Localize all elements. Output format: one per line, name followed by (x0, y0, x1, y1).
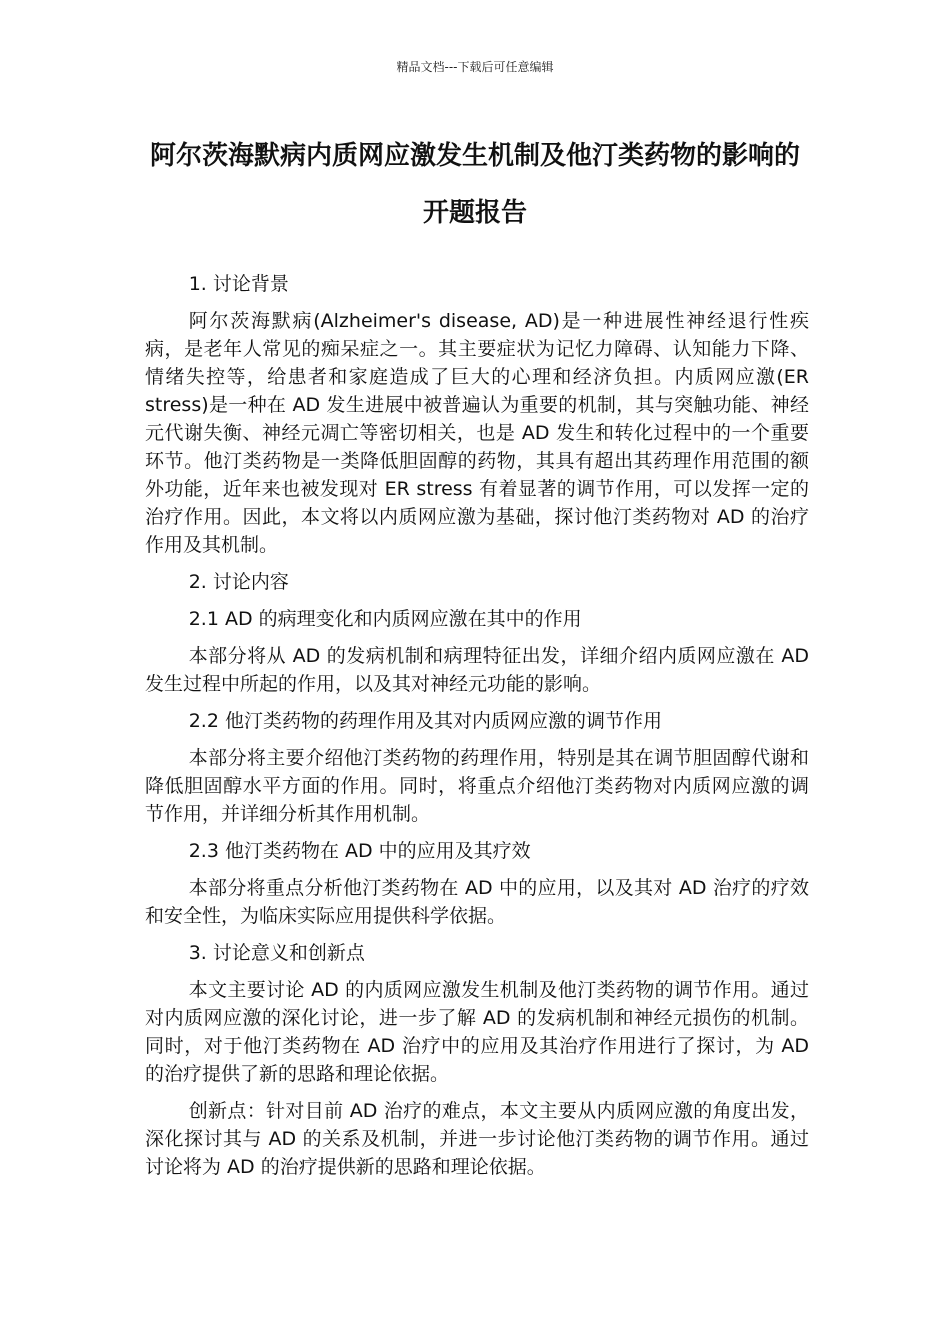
paragraph-significance: 本文主要讨论 AD 的内质网应激发生机制及他汀类药物的调节作用。通过对内质网应激的深化讨论，进一步了解 AD 的发病机制和神经元损伤的机制。同时，对于他汀类药物在 AD 治疗中的应用及其治疗作用进行了探讨，为 AD 的治疗提供了新的思路和理论依据。 (145, 979, 809, 1085)
paragraph-2-2: 本部分将主要介绍他汀类药物的药理作用，特别是其在调节胆固醇代谢和降低胆固醇水平方面的作用。同时，将重点介绍他汀类药物对内质网应激的调节作用，并详细分析其作用机制。 (145, 747, 809, 825)
document-title: 阿尔茨海默病内质网应激发生机制及他汀类药物的影响的开题报告 (149, 141, 800, 228)
paragraph-2-3: 本部分将重点分析他汀类药物在 AD 中的应用，以及其对 AD 治疗的疗效和安全性，为临床实际应用提供科学依据。 (145, 877, 809, 927)
document-body (145, 270, 809, 1190)
paragraph-2-1: 本部分将从 AD 的发病机制和病理特征出发，详细介绍内质网应激在 AD 发生过程中所起的作用，以及其对神经元功能的影响。 (145, 645, 809, 695)
subsection-heading-2-2: 2.2 他汀类药物的药理作用及其对内质网应激的调节作用 (188, 710, 662, 732)
subsection-heading-2-3: 2.3 他汀类药物在 AD 中的应用及其疗效 (188, 840, 531, 862)
section-heading-significance: 3. 讨论意义和创新点 (188, 942, 365, 964)
page-header-watermark: 精品文档---下载后可任意编辑 (396, 60, 554, 74)
subsection-heading-2-1: 2.1 AD 的病理变化和内质网应激在其中的作用 (188, 608, 582, 630)
paragraph-innovation: 创新点：针对目前 AD 治疗的难点，本文主要从内质网应激的角度出发，深化探讨其与 AD 的关系及机制，并进一步讨论他汀类药物的调节作用。通过讨论将为 AD 的治疗提供新的思路和理论依据。 (145, 1100, 809, 1178)
paragraph-background: 阿尔茨海默病(Alzheimer's disease, AD)是一种进展性神经退行性疾病，是老年人常见的痴呆症之一。其主要症状为记忆力障碍、认知能力下降、情绪失控等，给患者和家庭造成了巨大的心理和经济负担。内质网应激(ER stress)是一种在 AD 发生进展中被普遍认为重要的机制，其与突触功能、神经元代谢失衡、神经元凋亡等密切相关，也是 AD 发生和转化过程中的一个重要环节。他汀类药物是一类降低胆固醇的药物，其具有超出其药理作用范围的额外功能，近年来也被发现对 ER stress 有着显著的调节作用，可以发挥一定的治疗作用。因此，本文将以内质网应激为基础，探讨他汀类药物对 AD 的治疗作用及其机制。 (145, 310, 809, 556)
section-heading-background: 1. 讨论背景 (188, 273, 289, 295)
section-heading-content: 2. 讨论内容 (188, 571, 289, 593)
